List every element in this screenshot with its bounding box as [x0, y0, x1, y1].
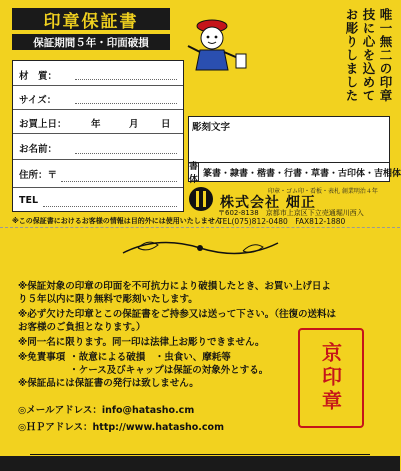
bottom-divider: [30, 454, 370, 455]
address-row: [13, 159, 183, 188]
company-caption: 印章・ゴム印・看板・表札 創業明治４年: [268, 188, 378, 195]
name-label: お名前：: [19, 144, 58, 155]
address-label: 住所：〒: [19, 170, 58, 181]
ornament-flourish: [118, 233, 283, 263]
web-prefix: ◎ＨＰアドレス：: [18, 422, 93, 433]
company-address: 〒602-8138 京都市上京区下立売通堀川西入: [218, 209, 364, 217]
material-field[interactable]: [75, 79, 177, 80]
web-link[interactable]: http://www.hatasho.com: [92, 422, 224, 433]
year-label: 年: [91, 119, 101, 130]
seal-inscription-label: 彫刻文字: [192, 122, 231, 133]
day-label: 日: [161, 119, 171, 130]
term-exemptions: [18, 351, 338, 377]
material-label: 材 質：: [19, 71, 58, 82]
purchase-date-label: お買上日：: [19, 119, 67, 130]
term-2: ※必ず欠けた印章とこの保証書をご持参又は送って下さい。（往復の送料はお客様のご負担となります。）: [18, 309, 336, 333]
font-style-row: [188, 162, 401, 185]
size-row: [13, 85, 183, 110]
name-row: [13, 133, 183, 160]
email-link[interactable]: info@hatasho.cm: [101, 405, 195, 416]
tel-label: TEL: [19, 195, 39, 206]
contact-info: [18, 402, 224, 436]
email-prefix: ◎メールアドレス：: [18, 405, 102, 416]
term-exemptions-b: ・ケース及びキャップは保証の対象外とする。: [69, 365, 269, 376]
name-field[interactable]: [75, 153, 177, 154]
cut-line: [0, 227, 400, 228]
privacy-notice: ※この保証書におけるお客様の情報は目的外には使用いたしません: [12, 217, 222, 225]
term-3: ※同一名に限ります。同一印は法律上お彫りできません。: [18, 337, 265, 348]
company-name: 株式会社 畑正: [220, 195, 316, 211]
address-field[interactable]: [61, 181, 177, 182]
font-style-options: 篆書・隷書・楷書・行書・草書・古印体・吉相体: [203, 168, 401, 179]
term-1: ※保証対象の印章の印面を不可抗力により破損したとき、お買い上げ日より５年以内に限り無料で彫刻いたします。: [18, 281, 331, 305]
material-row: [13, 61, 183, 86]
size-label: サイズ：: [19, 95, 57, 106]
term-exemptions-label: ※免責事項: [18, 352, 66, 363]
certificate-title: 印章保証書: [12, 8, 170, 30]
font-style-label: 書体: [189, 162, 199, 185]
term-exemptions-a: ・故意による破損 ・虫食い、摩耗等: [69, 352, 231, 363]
term-5: ※保証品には保証書の発行は致しません。: [18, 378, 199, 389]
vertical-copy-1: 唯一無二の印章: [378, 8, 393, 103]
email-line: [18, 402, 224, 419]
mascot-illustration: [182, 12, 262, 72]
company-tel: TEL(075)812-0480 FAX812-1880: [218, 217, 346, 226]
warranty-period-banner: 保証期間５年・印面破損: [12, 34, 170, 50]
vertical-copy-3: お彫りしました: [344, 8, 359, 103]
month-label: 月: [129, 119, 139, 130]
bottom-bar: [0, 456, 400, 471]
customer-form: [12, 60, 184, 212]
tel-field[interactable]: [43, 206, 177, 207]
tel-row: [13, 187, 183, 211]
warranty-terms: [18, 280, 338, 392]
purchase-date-row: [13, 109, 183, 134]
kyo-inshou-stamp: 京印章: [298, 328, 364, 428]
company-logo-icon: [188, 186, 214, 212]
web-line: [18, 419, 224, 436]
size-field[interactable]: [75, 103, 177, 104]
vertical-copy-2: 技に心を込めて: [361, 8, 376, 103]
